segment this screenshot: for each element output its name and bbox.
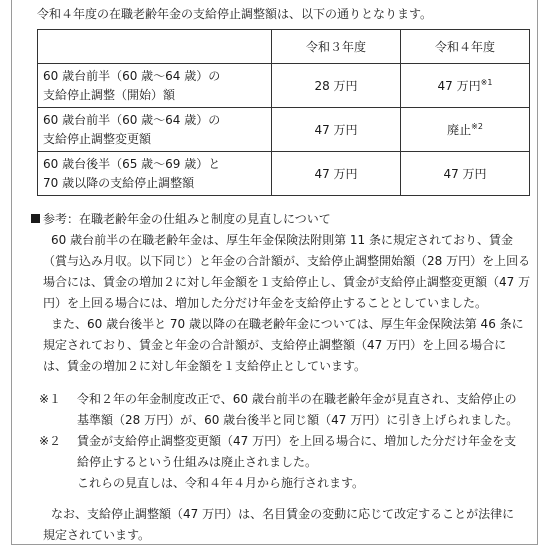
row-label-line: 70 歳以降の支給停止調整額 — [43, 175, 195, 190]
value-r4 — [401, 108, 530, 152]
table-row — [38, 108, 530, 152]
footnote-line: これらの見直しは、令和４年４月から施行されます。 — [77, 476, 365, 490]
row-label-line: 60 歳台後半（65 歳～69 歳）と — [43, 156, 221, 171]
intro-text: 令和４年度の在職老齢年金の支給停止調整額は、以下の通りとなります。 — [37, 7, 433, 21]
row-label — [38, 108, 272, 152]
adjustment-table — [37, 29, 530, 196]
table-row — [38, 64, 530, 108]
paragraph-line: 規定されており、賃金と年金の合計額が、支給停止調整額（47 万円）を上回る場合に — [43, 338, 507, 352]
table-header-r3: 令和３年度 — [272, 30, 401, 64]
closing-line: 規定されています。 — [43, 528, 151, 542]
paragraph-line: 60 歳台前半の在職老齢年金は、厚生年金保険法附則第 11 条に規定されており、賃金 — [51, 233, 513, 247]
value-r4-text: 47 万円 — [443, 167, 487, 181]
spacer — [31, 494, 531, 504]
footnote-line: 基準額（28 万円）が、60 歳台後半と同じ額（47 万円）に引き上げられました。 — [77, 413, 519, 427]
value-r4 — [401, 152, 530, 196]
paragraph-line: 円）を上回る場合には、増加した分だけ年金を支給停止することとしていました。 — [43, 296, 488, 310]
row-label-line: 支給停止調整（開始）額 — [43, 87, 176, 102]
closing-line: なお、支給停止調整額（47 万円）は、名目賃金の変動に応じて改定することが法律に — [51, 507, 515, 521]
value-r4 — [401, 64, 530, 108]
value-r3: 47 万円 — [272, 108, 401, 152]
row-label-line: 60 歳台前半（60 歳～64 歳）の — [43, 68, 221, 83]
value-r4-text: 廃止 — [447, 123, 472, 137]
footnote-line: 令和２年の年金制度改正で、60 歳台前半の在職老齢年金が見直され、支給停止の — [77, 392, 517, 406]
row-label — [38, 64, 272, 108]
footnote-2 — [31, 431, 531, 452]
paragraph-line: （賞与込み月収。以下同じ）と年金の合計額が、支給停止調整開始額（28 万円）を上回る — [43, 254, 531, 268]
reference-heading-text: 参考：在職老齢年金の仕組みと制度の見直しについて — [43, 212, 331, 226]
footnote-1 — [31, 389, 531, 410]
footnote-mark: ※１ — [39, 392, 62, 406]
footnote-line: 賃金が支給停止調整変更額（47 万円）を上回る場合に、増加した分だけ年金を支 — [77, 434, 517, 448]
value-r3: 28 万円 — [272, 64, 401, 108]
footnote-line: 給停止するという仕組みは廃止されました。 — [77, 455, 318, 469]
row-label-line: 支給停止調整変更額 — [43, 131, 152, 146]
row-label — [38, 152, 272, 196]
square-bullet-icon — [31, 214, 40, 223]
row-label-line: 60 歳台前半（60 歳～64 歳）の — [43, 112, 221, 127]
value-r3: 47 万円 — [272, 152, 401, 196]
paragraph-line: 場合には、賃金の増加２に対し年金額を１支給停止し、賃金が支給停止調整変更額（47 万 — [43, 275, 531, 289]
footnote-mark: ※２ — [39, 434, 62, 448]
paragraph-line: また、60 歳台後半と 70 歳以降の在職老齢年金については、厚生年金保険法第 46 条に — [51, 317, 524, 331]
table-header-empty — [38, 30, 272, 64]
paragraph-line: は、賃金の増加２に対し年金額を１支給停止としています。 — [43, 359, 367, 373]
table-row — [38, 152, 530, 196]
value-r4-text: 47 万円 — [437, 79, 481, 93]
footnote-marker: ※2 — [471, 122, 483, 131]
reference-section — [31, 209, 531, 546]
table-header-r4: 令和４年度 — [401, 30, 530, 64]
footnote-marker: ※1 — [480, 78, 493, 87]
spacer — [31, 377, 531, 389]
reference-heading — [31, 209, 531, 230]
table-header-row — [38, 30, 530, 64]
